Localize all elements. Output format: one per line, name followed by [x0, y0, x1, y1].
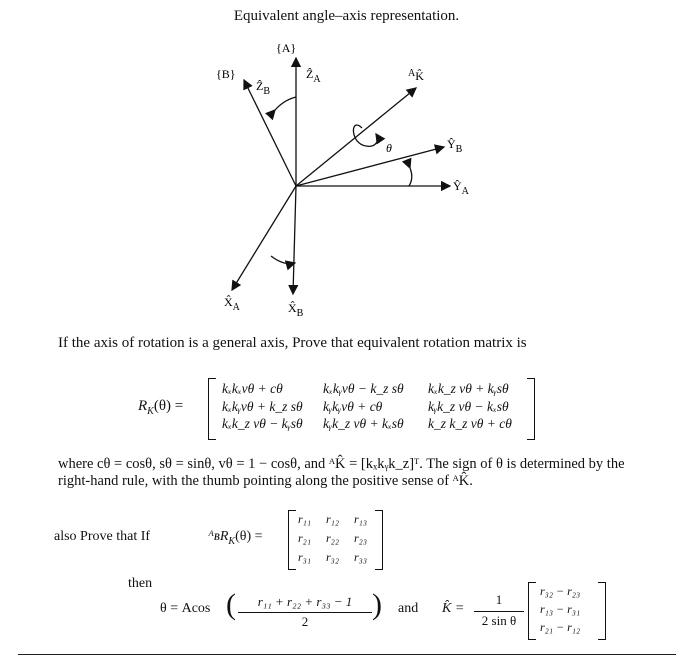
theta-paren-right: ) — [372, 588, 382, 621]
rk-lhs: $R_K(\theta)$ = — [138, 398, 184, 417]
matrix-right-bracket — [527, 378, 535, 440]
z-b-label: Ẑ$_B$ — [256, 79, 271, 97]
x-b-label: $X̂_B$ — [288, 301, 304, 319]
theta-lhs: θ = Acos — [160, 601, 211, 616]
k-lhs: K̂ = — [442, 601, 465, 616]
y-b-label: $Ŷ_B$ — [447, 137, 463, 155]
then-label: then — [128, 576, 153, 591]
x-a-label: $X̂_A$ — [224, 295, 240, 313]
y-b-axis — [296, 147, 444, 186]
k-vector-left-bracket — [528, 582, 536, 640]
z-a-label: Ẑ$_A$ — [306, 67, 321, 85]
r-matrix-column-1: r₁₁ r₂₁ r₃₁ — [298, 512, 312, 564]
k-axis — [296, 88, 416, 186]
x-rotation-arc — [271, 256, 295, 264]
and-label: and — [398, 601, 419, 616]
matrix-column-2: kₓkᵧvθ − k_z sθ kᵧkᵧvθ + cθ kᵧk_z vθ + kₓsθ — [323, 381, 404, 431]
bottom-rule — [18, 654, 676, 655]
theta-numerator: r₁₁ + r₂₂ + r₃₃ − 1 — [257, 594, 353, 609]
k-vector-entries: r₃₂ − r₂₃ r₁₃ − r₃₁ r₂₁ − r₁₂ — [540, 584, 581, 634]
problem-statement: If the axis of rotation is a general axis, Prove that equivalent rotation matrix is — [58, 335, 527, 351]
r-lhs: ᴬʙR$_K$(θ) = — [208, 529, 263, 547]
k-frac-numerator: 1 — [495, 592, 503, 607]
k-frac-bar — [474, 611, 524, 612]
also-prove-label: also Prove that If — [54, 529, 151, 544]
k-vector-right-bracket — [598, 582, 606, 640]
theta-label: θ — [386, 141, 392, 155]
k-frac-denominator: 2 sin θ — [481, 613, 517, 628]
theta-paren-left: ( — [226, 588, 236, 621]
x-a-axis — [232, 186, 296, 290]
x-b-axis — [293, 186, 296, 294]
z-rotation-arc — [275, 97, 296, 110]
r-matrix-column-3: r₁₃ r₂₃ r₃₃ — [354, 512, 368, 564]
y-a-label: $Ŷ_A$ — [453, 179, 469, 197]
figure-title: Equivalent angle–axis representation. — [233, 8, 460, 24]
r-matrix-column-2: r₁₂ r₂₂ r₃₂ — [326, 512, 340, 564]
definitions-paragraph: where cθ = cosθ, sθ = sinθ, vθ = 1 − cosθ, and ᴬK̂ = [kₓkᵧk_z]ᵀ. The sign of θ is determined by the right-hand rule, with the thumb pointing along the positive sense of ᴬK̂. — [58, 456, 625, 489]
r-matrix-right-bracket — [375, 510, 383, 570]
y-rotation-arc — [409, 168, 412, 186]
r-matrix-left-bracket — [288, 510, 296, 570]
theta-fraction-bar — [238, 612, 372, 613]
matrix-column-1: kₓkₓvθ + cθ kₓkᵧvθ + k_z sθ kₓk_z vθ − kᵧsθ — [222, 381, 303, 431]
k-label: $^A$K̂ — [408, 68, 424, 83]
frame-b-label: {B} — [216, 67, 236, 81]
matrix-left-bracket — [208, 378, 216, 440]
theta-denominator: 2 — [301, 614, 309, 629]
frame-a-label: {A} — [276, 41, 297, 55]
matrix-column-3: kₓk_z vθ + kᵧsθ kᵧk_z vθ − kₓsθ k_z k_z vθ + cθ — [428, 381, 512, 431]
